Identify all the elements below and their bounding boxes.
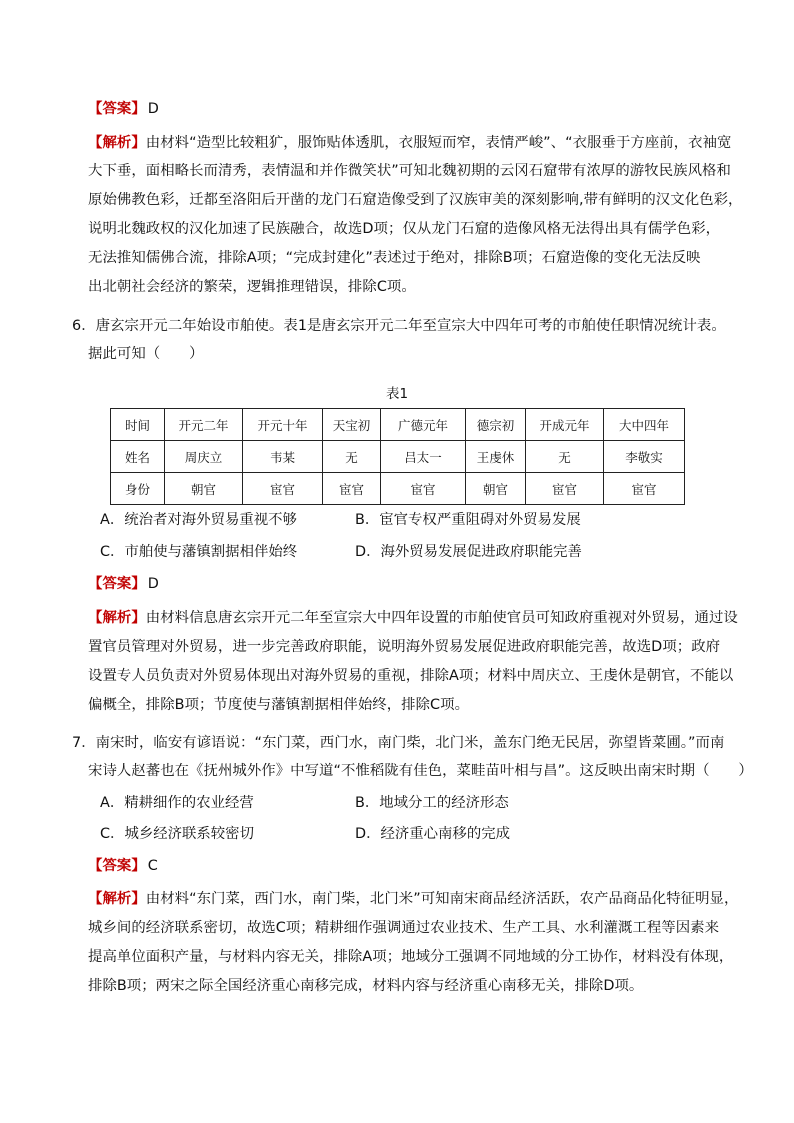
- q5-analysis-line: 无法推知儒佛合流，排除A项；“完成封建化”表述过于绝对，排除B项；石窟造像的变化无法反映: [88, 250, 701, 266]
- q6-stem-line: 6．唐玄宗开元二年始设市舶使。表1是唐玄宗开元二年至宣宗大中四年可考的市舶使任职情况统计表。: [72, 318, 726, 334]
- q7-option-c: C．城乡经济联系较密切: [100, 826, 254, 842]
- table-cell: 宦官: [243, 473, 323, 505]
- table-cell: 朝官: [165, 473, 243, 505]
- table-cell: 大中四年: [604, 409, 685, 441]
- q6-analysis-line: 【解析】由材料信息唐玄宗开元二年至宣宗大中四年设置的市舶使官员可知政府重视对外贸易，通过设: [88, 610, 738, 626]
- table-cell: 德宗初: [466, 409, 526, 441]
- analysis-tag: 【解析】: [88, 135, 146, 151]
- table-cell: 广德元年: [381, 409, 466, 441]
- q5-analysis-line: 原始佛教色彩，迁都至洛阳后开凿的龙门石窟造像受到了汉族审美的深刻影响,带有鲜明的汉文化色彩，: [88, 192, 743, 208]
- table-caption: 表1: [385, 386, 409, 402]
- analysis-tag: 【解析】: [88, 891, 146, 907]
- answer-tag: 【答案】: [88, 576, 146, 592]
- table-cell: 李敬实: [604, 441, 685, 473]
- table-cell: 王虔休: [466, 441, 526, 473]
- table-cell: 周庆立: [165, 441, 243, 473]
- table-cell: 宦官: [323, 473, 381, 505]
- q5-analysis-line: 出北朝社会经济的繁荣，逻辑推理错误，排除C项。: [88, 279, 416, 295]
- table-cell: 天宝初: [323, 409, 381, 441]
- table-cell: 宦官: [381, 473, 466, 505]
- q7-stem-line: 7．南宋时，临安有谚语说：“东门菜，西门水，南门柴，北门米，盖东门绝无民居，弥望皆菜圃。”而南: [72, 735, 725, 751]
- q7-analysis-line: 排除B项；两宋之际全国经济重心南移完成，材料内容与经济重心南移无关，排除D项。: [88, 978, 644, 994]
- table-cell: 朝官: [466, 473, 526, 505]
- q6-option-a: A．统治者对海外贸易重视不够: [100, 512, 297, 528]
- analysis-tag: 【解析】: [88, 610, 146, 626]
- q6-option-b: B．宦官专权严重阻碍对外贸易发展: [355, 512, 581, 528]
- table-cell: 无: [323, 441, 381, 473]
- q6-analysis-line: 置官员管理对外贸易，进一步完善政府职能，说明海外贸易发展促进政府职能完善，故选D项；政府: [88, 639, 721, 655]
- q6-answer-value: D: [147, 576, 159, 592]
- q7-analysis-line: 提高单位面积产量，与材料内容无关，排除A项；地域分工强调不同地域的分工协作，材料没有体现，: [88, 949, 734, 965]
- q5-analysis-line: 【解析】由材料“造型比较粗犷，服饰贴体透肌，衣服短而窄，表情严峻”、“衣服垂于方座前，衣袖宽: [88, 135, 732, 151]
- q6-answer: [88, 574, 159, 594]
- q5-answer-value: D: [147, 101, 159, 117]
- q7-analysis-line: 【解析】由材料“东门菜，西门水，南门柴，北门米”可知南宋商品经济活跃，农产品商品化特征明显，: [88, 891, 739, 907]
- q7-option-b: B．地域分工的经济形态: [355, 795, 509, 811]
- table-cell: 宦官: [526, 473, 604, 505]
- table-row-header: 身份: [111, 473, 165, 505]
- table-row-header: 姓名: [111, 441, 165, 473]
- q7-answer: [88, 856, 158, 876]
- table-cell: 开元十年: [243, 409, 323, 441]
- q7-answer-value: C: [147, 858, 158, 874]
- table-cell: 开元二年: [165, 409, 243, 441]
- table-row: [111, 473, 685, 505]
- table-row: [111, 441, 685, 473]
- table-cell: 开成元年: [526, 409, 604, 441]
- table-cell: 韦某: [243, 441, 323, 473]
- q7-analysis-line: 城乡间的经济联系密切，故选C项；精耕细作强调通过农业技术、生产工具、水利灌溉工程等因素来: [88, 920, 720, 936]
- q5-answer: [88, 99, 159, 119]
- q6-stem-line: 据此可知（ ）: [88, 346, 204, 362]
- officials-table: [110, 408, 685, 505]
- table-cell: 无: [526, 441, 604, 473]
- answer-tag: 【答案】: [88, 101, 146, 117]
- q7-option-a: A．精耕细作的农业经营: [100, 795, 254, 811]
- q6-option-c: C．市舶使与藩镇割据相伴始终: [100, 544, 298, 560]
- q7-stem-line: 宋诗人赵蕃也在《抚州城外作》中写道“不惟稻陇有佳色，菜畦苗叶相与昌”。这反映出南宋时期（ ）: [88, 763, 753, 779]
- q7-option-d: D．经济重心南移的完成: [355, 826, 510, 842]
- q5-analysis-line: 说明北魏政权的汉化加速了民族融合，故选D项；仅从龙门石窟的造像风格无法得出具有儒学色彩，: [88, 221, 721, 237]
- q6-analysis-line: 设置专人员负责对外贸易体现出对海外贸易的重视，排除A项；材料中周庆立、王虔休是朝官，不能以: [88, 668, 734, 684]
- q6-option-d: D．海外贸易发展促进政府职能完善: [355, 544, 582, 560]
- q6-analysis-line: 偏概全，排除B项；节度使与藩镇割据相伴始终，排除C项。: [88, 697, 470, 713]
- table-cell: 吕太一: [381, 441, 466, 473]
- q5-analysis-line: 大下垂，面相略长而清秀，表情温和并作微笑状”可知北魏初期的云冈石窟带有浓厚的游牧民族风格和: [88, 163, 731, 179]
- answer-tag: 【答案】: [88, 858, 146, 874]
- table-row: [111, 409, 685, 441]
- table-row-header: 时间: [111, 409, 165, 441]
- table-cell: 宦官: [604, 473, 685, 505]
